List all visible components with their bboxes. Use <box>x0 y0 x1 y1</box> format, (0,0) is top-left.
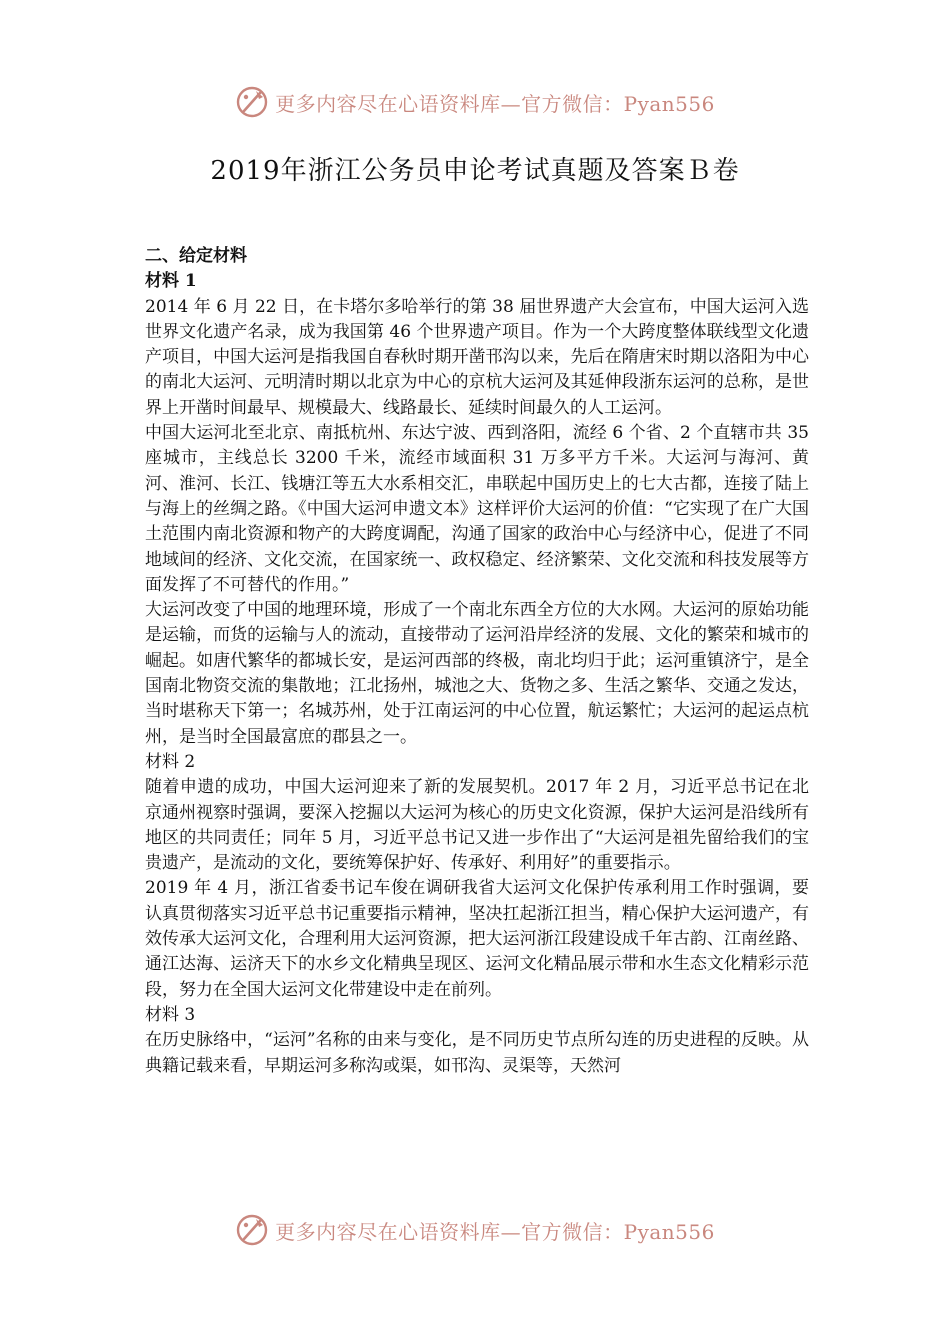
section-heading: 二、给定材料 <box>145 246 247 266</box>
material-2-paragraph: 2019 年 4 月，浙江省委书记车俊在调研我省大运河文化保护传承利用工作时强调，要认真贯彻落实习近平总书记重要指示精神，坚决扛起浙江担当，精心保护大运河遗产，有效传承大运河文化，合理利用大运河资源，把大运河浙江段建设成千年古韵、江南丝路、通江达海、运济天下的水乡文化精典呈现区、运河文化精品展示带和水生态文化精彩示范段，努力在全国大运河文化带建设中走在前列。 <box>145 878 809 1000</box>
document-title: 2019年浙江公务员申论考试真题及答案Ｂ卷 <box>210 156 740 186</box>
material-1-paragraph: 2014 年 6 月 22 日，在卡塔尔多哈举行的第 38 届世界遗产大会宣布，中国大运河入选世界文化遗产名录，成为我国第 46 个世界遗产项目。作为一个大跨度整体联线型文化遗产项目，中国大运河是指我国自春秋时期开凿邗沟以来，先后在隋唐宋时期以洛阳为中心的南北大运河、元明清时期以北京为中心的京杭大运河及其延伸段浙东运河的总称，是世界上开凿时间最早、规模最大、线路最长、延续时间最久的人工运河。 <box>145 296 809 418</box>
material-1-paragraph: 中国大运河北至北京、南抵杭州、东达宁波、西到洛阳，流经 6 个省、2 个直辖市共 35 座城市，主线总长 3200 千米，流经市域面积 31 万多平方千米。大运河与海河、黄河、淮河、长江、钱塘江等五大水系相交汇，串联起中国历史上的七大古都，连接了陆上与海上的丝绸之路。《中国大运河申遗文本》这样评价大运河的价值：“它实现了在广大国土范围内南北资源和物产的大跨度调配，沟通了国家的政治中心与经济中心，促进了不同地域间的经济、文化交流，在国家统一、政权稳定、经济繁荣、文化交流和科技发展等方面发挥了不可替代的作用。” <box>145 423 809 595</box>
material-2-paragraph: 随着申遗的成功，中国大运河迎来了新的发展契机。2017 年 2 月，习近平总书记在北京通州视察时强调，要深入挖掘以大运河为核心的历史文化资源，保护大运河是沿线所有地区的共同责任；同年 5 月，习近平总书记又进一步作出了“大运河是祖先留给我们的宝贵遗产，是流动的文化，要统筹保护好、传承好、利用好”的重要指示。 <box>145 777 809 874</box>
watermark-text: 更多内容尽在心语资料库—官方微信：Pyan556 <box>275 1219 715 1244</box>
watermark-logo-icon <box>235 85 269 119</box>
watermark-logo-icon <box>235 1213 269 1247</box>
material-3-heading: 材料 3 <box>145 1004 196 1025</box>
watermark-banner-top <box>0 80 950 124</box>
watermark-text: 更多内容尽在心语资料库—官方微信：Pyan556 <box>275 91 715 116</box>
watermark-banner-bottom <box>0 1208 950 1252</box>
material-3-paragraph: 在历史脉络中，“运河”名称的由来与变化，是不同历史节点所勾连的历史进程的反映。从典籍记载来看，早期运河多称沟或渠，如邗沟、灵渠等，天然河 <box>145 1030 809 1076</box>
material-1-paragraph: 大运河改变了中国的地理环境，形成了一个南北东西全方位的大水网。大运河的原始功能是运输，而货的运输与人的流动，直接带动了运河沿岸经济的发展、文化的繁荣和城市的崛起。如唐代繁华的都城长安，是运河西部的终极，南北均归于此；运河重镇济宁，是全国南北物资交流的集散地；江北扬州，城池之大、货物之多、生活之繁华、交通之发达，当时堪称天下第一；名城苏州，处于江南运河的中心位置，航运繁忙；大运河的起运点杭州，是当时全国最富庶的郡县之一。 <box>145 600 809 747</box>
document-body <box>145 244 809 1079</box>
material-1-heading: 材料 1 <box>145 271 197 292</box>
material-2-heading: 材料 2 <box>145 751 196 772</box>
